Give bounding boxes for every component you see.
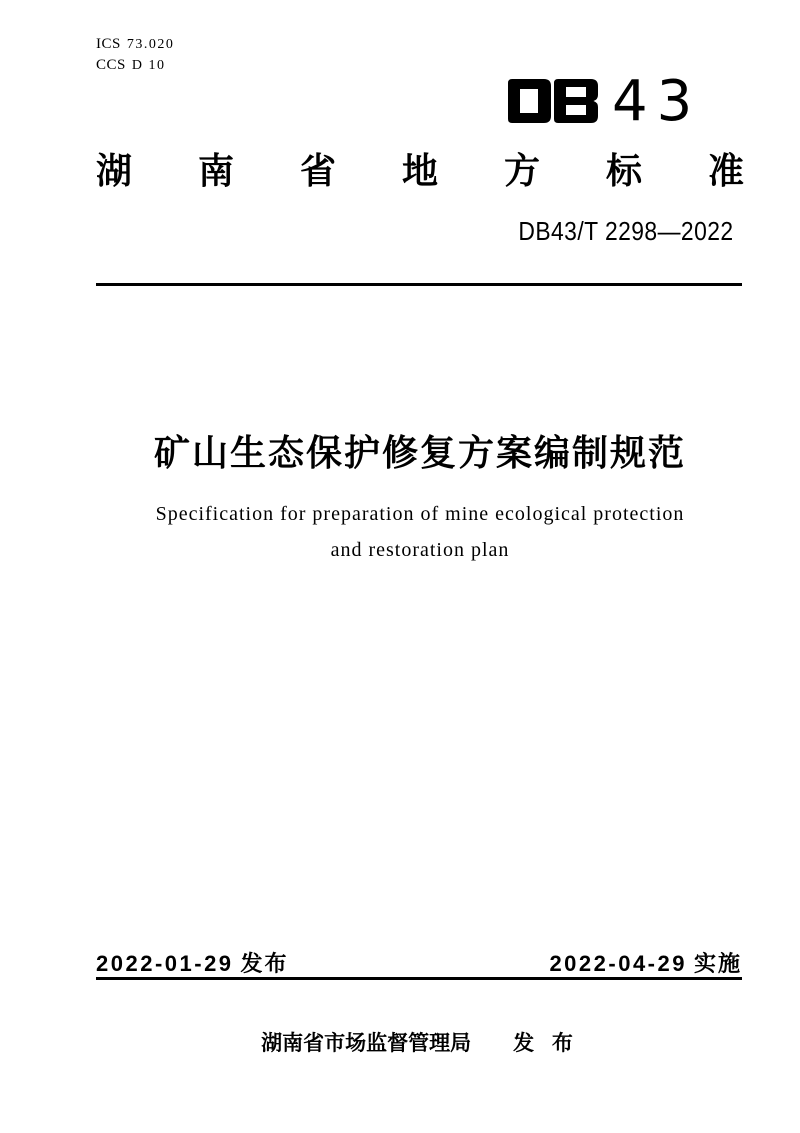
document-title-en-line1: Specification for preparation of mine ecological protection: [155, 503, 685, 525]
effective-date: 2022-04-29: [549, 951, 687, 976]
db-logo-icon: [508, 79, 598, 125]
region-code: 43: [612, 69, 702, 134]
publish-word: 发 布: [513, 1032, 579, 1055]
ics-ccs-block: [96, 34, 174, 76]
effective-label: 实施: [693, 951, 742, 976]
issue-date: 2022-01-29: [96, 951, 234, 976]
standard-type-heading: 湖南省地方标准: [96, 150, 744, 191]
document-title-zh: 矿山生态保护修复方案编制规范: [153, 432, 686, 473]
ccs-label: CCS: [96, 57, 126, 73]
ccs-line: [96, 55, 174, 76]
ics-label: ICS: [96, 36, 121, 52]
issue-date-block: [96, 952, 289, 976]
ics-line: [96, 34, 174, 55]
document-title-en-line2: and restoration plan: [330, 539, 510, 561]
bottom-rule: [96, 977, 742, 980]
ccs-value: D 10: [131, 58, 166, 73]
publisher-name: 湖南省市场监督管理局: [261, 1032, 472, 1055]
db-standard-logo: [508, 69, 702, 134]
publisher-row: [96, 1032, 744, 1056]
issue-label: 发布: [240, 951, 289, 976]
date-row: [96, 952, 742, 976]
doc-number: DB43/T 2298—2022: [518, 216, 734, 246]
effective-date-block: [549, 952, 742, 976]
top-rule: [96, 283, 742, 286]
ics-value: 73.020: [126, 37, 175, 52]
